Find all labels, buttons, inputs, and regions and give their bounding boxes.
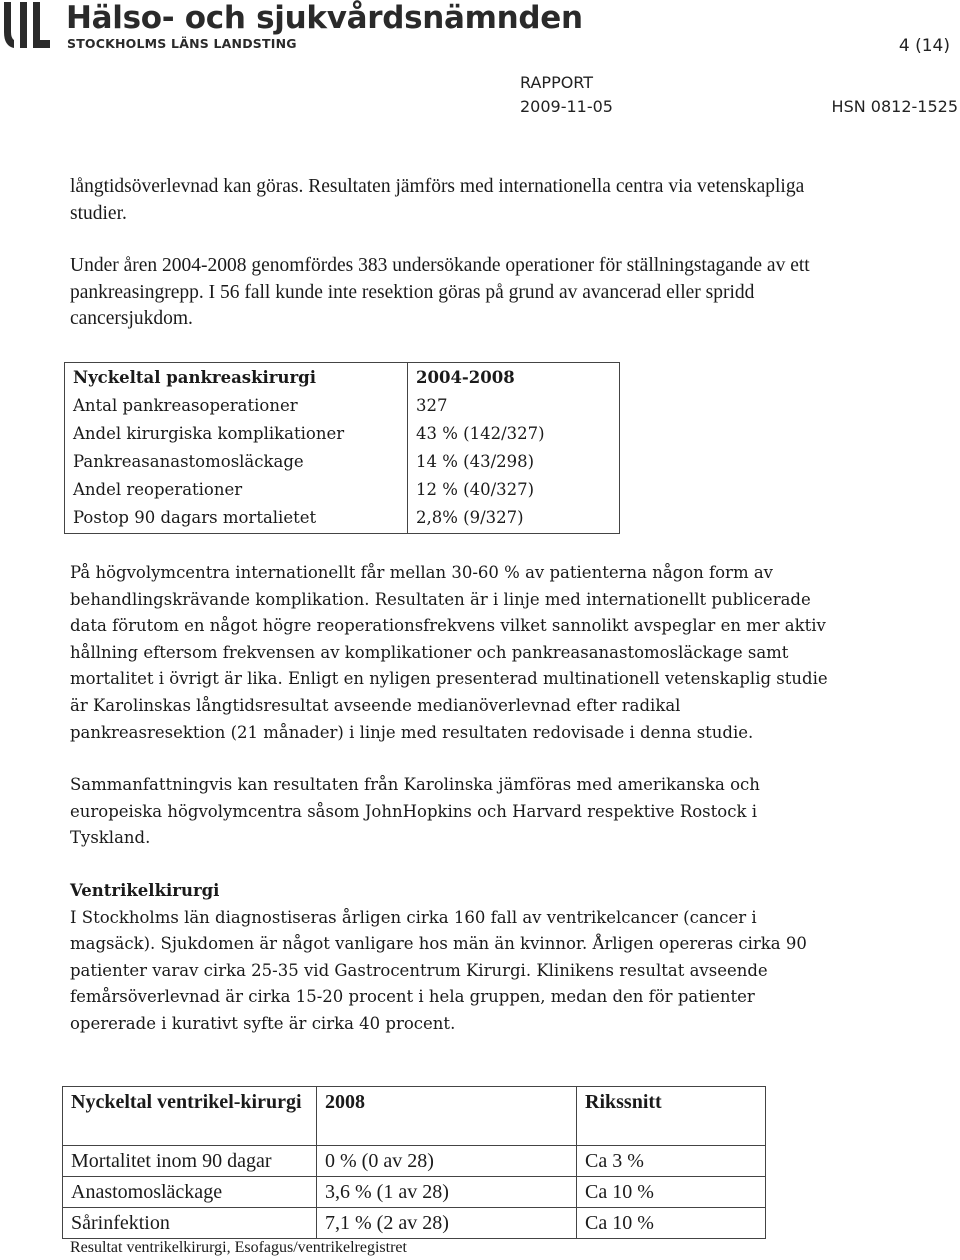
table-row [65, 392, 620, 420]
page-number: 4 (14) [898, 36, 950, 56]
report-type: RAPPORT [520, 73, 594, 92]
intro-paragraph: långtidsöverlevnad kan göras. Resultaten jämförs med internationella centra via vetenskapliga studier. [70, 176, 805, 224]
table-cell: 2,8% (9/327) [408, 504, 620, 534]
report-id: HSN 0812-1525 [831, 97, 958, 116]
table-cell: 7,1 % (2 av 28) [317, 1208, 577, 1239]
table-cell: Mortalitet inom 90 dagar [63, 1146, 317, 1177]
table-cell: 0 % (0 av 28) [317, 1146, 577, 1177]
report-date: 2009-11-05 [520, 97, 613, 116]
body-text [70, 560, 835, 1038]
table-cell: 12 % (40/327) [408, 476, 620, 504]
table-row [65, 476, 620, 504]
table-row [63, 1177, 766, 1208]
table-header-cell: 2004-2008 [408, 363, 620, 393]
gastric-kpi-table [62, 1086, 766, 1239]
organization-logo [0, 0, 583, 54]
logo-subtitle: STOCKHOLMS LÄNS LANDSTING [67, 36, 297, 51]
table-cell: Postop 90 dagars mortalietet [65, 504, 408, 534]
logo-mark-icon [0, 2, 62, 52]
logo-title: Hälso- och sjukvårdsnämnden [66, 0, 583, 36]
body-paragraph: På högvolymcentra internationellt får mellan 30-60 % av patienterna någon form av behandlingskrävande komplikation. Resultaten är i linje med internationellt publicerade data förutom en något högre reoperationsfrekvens vilket sannolikt avspeglar en mer aktiv hållning eftersom frekvensen av komplikationer och pankreasanastomosläckage samt mortalitet i övrigt är lika. Enligt en nyligen presenterad multinationell vetenskaplig studie är Karolinskas långtidsresultat avseende medianöverlevnad efter radikal pankreasresektion (21 månader) i linje med resultaten redovisade i denna studie. [70, 563, 828, 742]
table-cell: Ca 3 % [577, 1146, 766, 1177]
table-cell: Andel kirurgiska komplikationer [65, 420, 408, 448]
pancreas-kpi-table [64, 362, 620, 534]
table-row [65, 504, 620, 534]
table-header-cell: Nyckeltal pankreaskirurgi [65, 363, 408, 393]
table-header-row [63, 1087, 766, 1146]
table-row [63, 1146, 766, 1177]
intro-paragraph: Under åren 2004-2008 genomfördes 383 undersökande operationer för ställningstagande av ett pankreasingrepp. I 56 fall kunde inte resektion göras på grund av avancerad eller spridd cancersjukdom. [70, 255, 810, 329]
section-heading: Ventrikelkirurgi [70, 880, 220, 900]
table-row [63, 1208, 766, 1239]
table-cell: Ca 10 % [577, 1208, 766, 1239]
table-caption: Resultat ventrikelkirurgi, Esofagus/ventrikelregistret [70, 1239, 407, 1256]
table-header-cell: 2008 [317, 1087, 577, 1146]
table-cell: Ca 10 % [577, 1177, 766, 1208]
table-cell: 43 % (142/327) [408, 420, 620, 448]
table-cell: Anastomosläckage [63, 1177, 317, 1208]
body-paragraph: Sammanfattningvis kan resultaten från Karolinska jämföras med amerikanska och europeiska högvolymcentra såsom JohnHopkins och Harvard respektive Rostock i Tyskland. [70, 775, 760, 848]
table-cell: Pankreasanastomosläckage [65, 448, 408, 476]
table-header-cell: Rikssnitt [577, 1087, 766, 1146]
table-row [65, 448, 620, 476]
table-header-cell: Nyckeltal ventrikel-kirurgi [63, 1087, 317, 1146]
table-cell: 3,6 % (1 av 28) [317, 1177, 577, 1208]
intro-text [70, 174, 830, 333]
table-cell: 14 % (43/298) [408, 448, 620, 476]
table-row [65, 420, 620, 448]
table-cell: Sårinfektion [63, 1208, 317, 1239]
table-cell: Antal pankreasoperationer [65, 392, 408, 420]
section-paragraph: I Stockholms län diagnostiseras årligen cirka 160 fall av ventrikelcancer (cancer i magsäck). Sjukdomen är något vanligare hos män än kvinnor. Årligen opereras cirka 90 patienter varav cirka 25-35 vid Gastrocentrum Kirurgi. Klinikens resultat avseende femårsöverlevnad är cirka 15-20 procent i hela gruppen, medan den för patienter opererade i kurativt syfte är cirka 40 procent. [70, 907, 807, 1033]
table-cell: 327 [408, 392, 620, 420]
table-header-row [65, 363, 620, 393]
table-cell: Andel reoperationer [65, 476, 408, 504]
